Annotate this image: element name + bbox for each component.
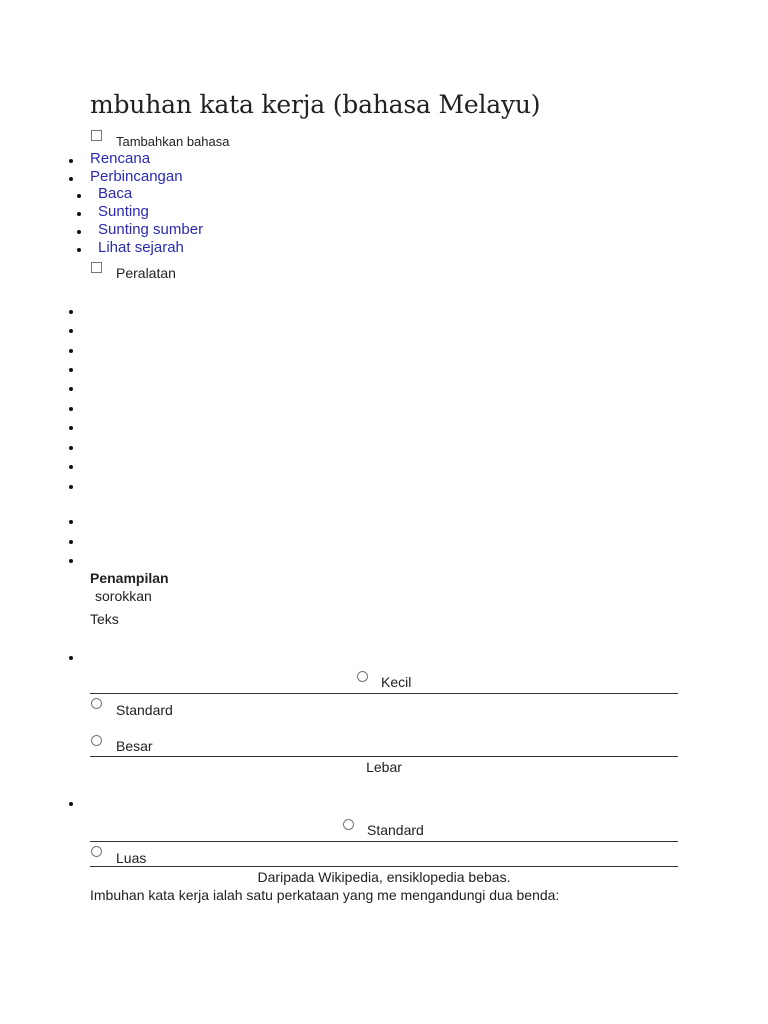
bullet-icon	[69, 540, 73, 544]
radio-text-standard[interactable]	[91, 698, 102, 709]
radio-text-kecil[interactable]	[357, 671, 368, 682]
bullet-icon	[69, 446, 73, 450]
bullet-icon	[69, 368, 73, 372]
bullet-icon	[69, 656, 73, 660]
divider	[90, 756, 678, 757]
radio-width-luas[interactable]	[91, 846, 102, 857]
text-option-besar[interactable]: Besar	[116, 738, 153, 754]
bullet-icon	[69, 310, 73, 314]
radio-width-standard[interactable]	[343, 819, 354, 830]
bullet-icon	[69, 349, 73, 353]
appearance-heading: Penampilan	[90, 570, 169, 586]
bullet-icon	[69, 159, 73, 163]
bullet-icon	[69, 387, 73, 391]
bullet-icon	[69, 465, 73, 469]
bullet-icon	[77, 248, 81, 252]
tab-rencana[interactable]: Rencana	[90, 150, 151, 167]
bullet-icon	[69, 426, 73, 430]
tab-baca[interactable]: Baca	[98, 185, 133, 202]
bullet-icon	[69, 407, 73, 411]
bullet-icon	[77, 194, 81, 198]
bullet-icon	[69, 329, 73, 333]
tools-toggle-label[interactable]: Peralatan	[116, 265, 176, 281]
bullet-icon	[69, 802, 73, 806]
page-title: mbuhan kata kerja (bahasa Melayu)	[90, 90, 541, 119]
divider	[90, 866, 678, 867]
bullet-icon	[77, 230, 81, 234]
width-option-standard[interactable]: Standard	[367, 822, 424, 838]
divider	[90, 841, 678, 842]
intro-paragraph: Imbuhan kata kerja ialah satu perkataan yang me mengandungi dua benda:	[90, 887, 560, 903]
hide-appearance-button[interactable]: sorokkan	[95, 588, 152, 604]
tools-checkbox[interactable]	[91, 262, 102, 273]
tab-sunting[interactable]: Sunting	[98, 203, 149, 220]
tab-sunting-sumber[interactable]: Sunting sumber	[98, 221, 204, 238]
text-size-label: Teks	[90, 611, 119, 627]
bullet-icon	[69, 177, 73, 181]
bullet-icon	[69, 559, 73, 563]
divider	[90, 693, 678, 694]
bullet-icon	[69, 520, 73, 524]
language-checkbox[interactable]	[91, 130, 102, 141]
site-tagline: Daripada Wikipedia, ensiklopedia bebas.	[257, 869, 511, 885]
language-toggle-label[interactable]: Tambahkan bahasa	[116, 134, 230, 149]
radio-text-besar[interactable]	[91, 735, 102, 746]
width-label: Lebar	[366, 759, 402, 775]
text-option-standard[interactable]: Standard	[116, 702, 173, 718]
width-option-luas[interactable]: Luas	[116, 850, 147, 866]
bullet-icon	[77, 212, 81, 216]
tab-lihat-sejarah[interactable]: Lihat sejarah	[98, 239, 184, 256]
bullet-icon	[69, 485, 73, 489]
tab-perbincangan[interactable]: Perbincangan	[90, 168, 183, 185]
text-option-kecil[interactable]: Kecil	[381, 674, 412, 690]
